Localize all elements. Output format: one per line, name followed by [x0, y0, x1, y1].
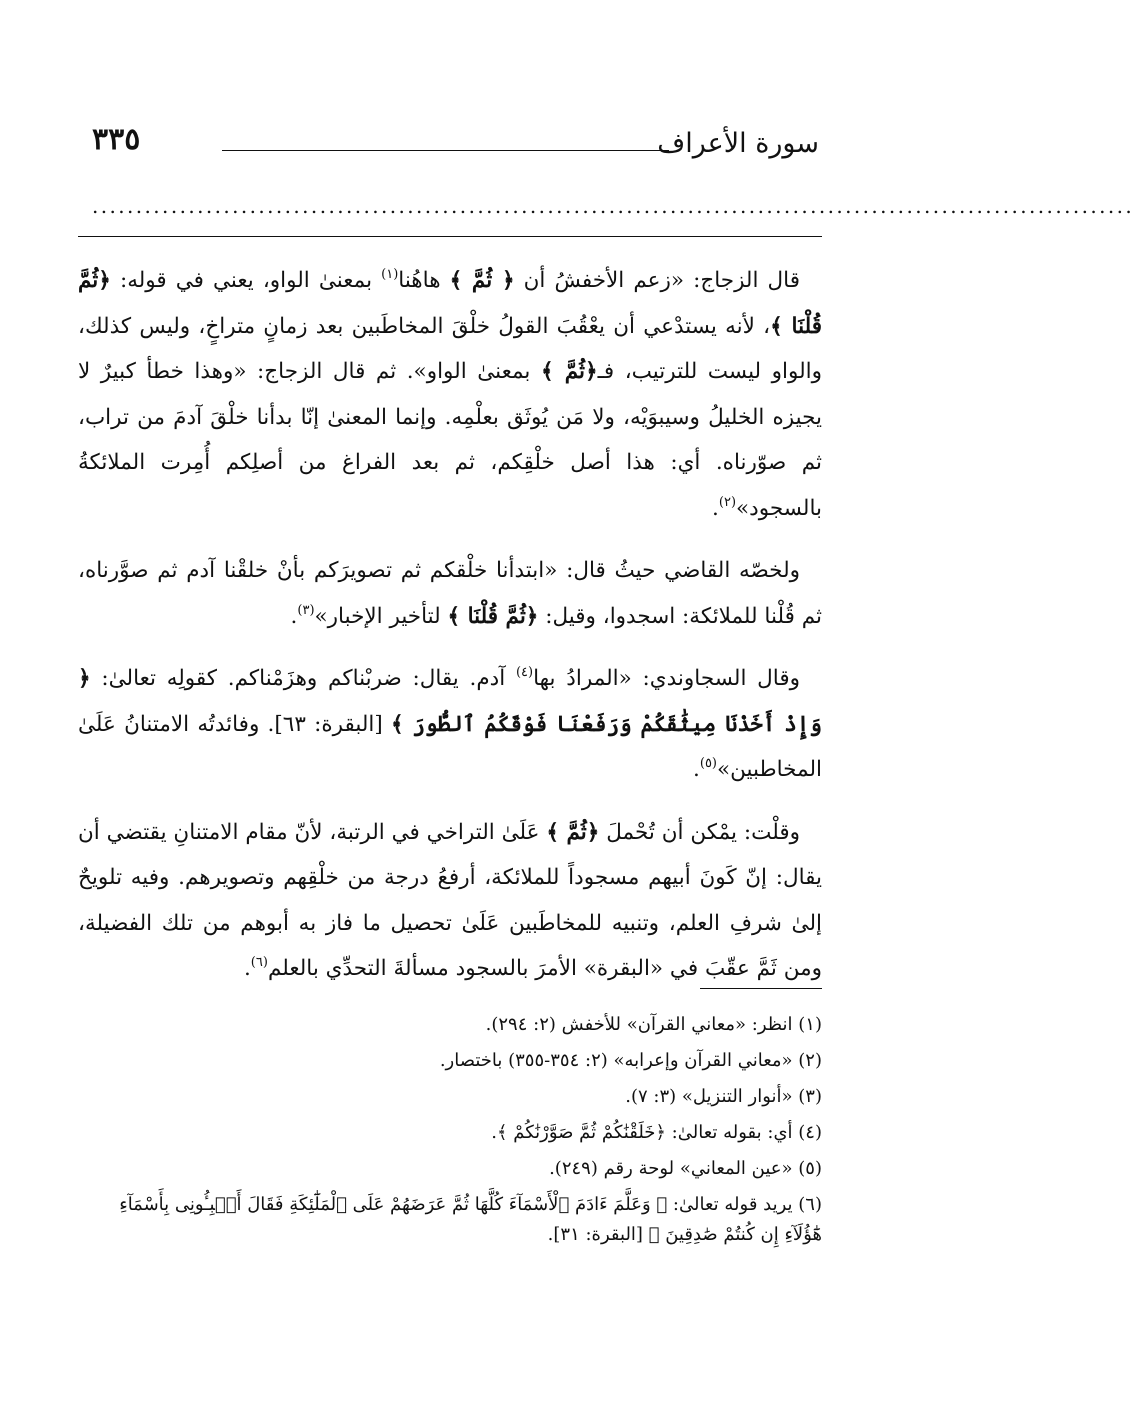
- text-run: ، لأنه يستدْعي أن يعْقُبَ القولُ خلْقَ المخاطَبين بعد زمانٍ متراخٍ، وليس كذلك، والواو ليست للترتيب، فـ: [78, 313, 822, 384]
- paragraph-1: [78, 258, 822, 531]
- quran-quote: ﴿ثُمَّ قُلْنَا ﴾: [447, 603, 539, 629]
- text-run: لتأخير الإخبار»: [314, 603, 448, 629]
- footnote-ref[interactable]: (٤): [515, 665, 534, 680]
- footnote-6: (٦) يريد قوله تعالىٰ: ﴿ وَعَلَّمَ ءَادَمَ ٱلْأَسْمَآءَ كُلَّهَا ثُمَّ عَرَضَهُمْ عَلَى ٱلْمَلَٰٓئِكَةِ فَقَالَ أَنۢبِـُٔونِى بِأَسْمَآءِ هَٰٓؤُلَآءِ إِن كُنتُمْ صَٰدِقِينَ ﴾ [البقرة: ٣١].: [119, 1194, 822, 1245]
- footnote-2: (٢) «معاني القرآن وإعرابه» (٢: ٣٥٤-٣٥٥) باختصار.: [439, 1050, 822, 1071]
- text-run: هاهُنا: [398, 268, 450, 293]
- quran-quote: ﴿ثُمَّ ﴾: [540, 359, 598, 384]
- text-run: .: [693, 757, 700, 782]
- surah-title: سورة الأعراف: [657, 128, 819, 159]
- dotted-separator: .......................................................................................................................: [92, 194, 1134, 218]
- paragraph-3: [78, 656, 822, 793]
- main-text: [78, 258, 822, 1009]
- header-rule: [222, 150, 669, 151]
- footnote-ref[interactable]: (٥): [699, 756, 717, 771]
- text-run: قال الزجاج: «زعم الأخفشُ أن: [514, 268, 800, 293]
- footnote-rule: [700, 988, 822, 989]
- text-run: وقلْت: يمْكن أن تُحْملَ: [599, 819, 800, 845]
- text-run: عَلَىٰ التراخي في الرتبة، لأنّ مقام الامتنانِ يقتضي أن يقال: إنّ كَونَ أبيهم مسجوداً للملائكة، أرفعُ درجة من خلْقِهم وتصويرهم. وفيه تلويحٌ إلىٰ شرفِ العلم، وتنبيه للمخاطَبين عَلَىٰ تحصيل ما فاز به أبوهم من تلك الفضيلة، ومن ثَمَّ عقّبَ في «البقرة» الأمرَ بالسجود مسألةَ التحدِّي بالعلم: [78, 819, 822, 981]
- paragraph-2: [78, 548, 822, 639]
- text-run: ولخصّه القاضي حيثُ قال: «ابتدأنا خلْقكم ثم تصويرَكم بأنْ خلقْنا آدم ثم صوَّرناه، ثم قُلْنا للملائكة: اسجدوا، وقيل:: [78, 558, 822, 629]
- text-run: .: [712, 495, 719, 521]
- footnote-ref[interactable]: (٦): [250, 955, 268, 970]
- quran-quote: ﴿ثُمَّ ﴾: [546, 819, 600, 845]
- text-run: .: [243, 956, 251, 981]
- text-run: آدم. يقال: ضربْناكم وهزَمْناكم. كقولِه تعالىٰ:: [90, 666, 516, 691]
- text-run: بمعنىٰ الواو، يعني في قوله:: [110, 268, 382, 293]
- quran-quote: ﴿ثُمَّ قُلْنَا ﴾: [78, 268, 822, 339]
- footnote-ref[interactable]: (٢): [718, 494, 737, 510]
- quran-quote: ﴿ ثُمَّ ﴾: [449, 268, 515, 293]
- quran-quote: ﴿ وَإِذْ أَخَذْنَا مِيثَٰقَكُمْ وَرَفَعْنَا فَوْقَكُمُ ٱلطُّورَ ﴾: [78, 666, 822, 737]
- text-run: بمعنىٰ الواو». ثم قال الزجاج: «وهذا خطأ كبيرٌ لا يجيزه الخليلُ وسيبوَيْه، ولا مَن يُوثَق بعلْمِه. وإنما المعنىٰ إنّا بدأنا خلْقَ آدمَ من تراب، ثم صوّرناه. أي: هذا أصل خلْقِكم، ثم بعد الفراغ من أصلِكم أُمِرت الملائكةُ بالسجود»: [78, 359, 822, 521]
- footnote-5: (٥) «عين المعاني» لوحة رقم (٢٤٩).: [549, 1158, 822, 1179]
- footnote-4: (٤) أي: بقوله تعالىٰ: ﴿خَلَقْنَٰكُمْ ثُمَّ صَوَّرْنَٰكُمْ ﴾.: [491, 1122, 822, 1143]
- running-header: [92, 120, 819, 170]
- paragraph-4: [78, 810, 822, 992]
- footnotes: [78, 1010, 822, 1256]
- text-run: .: [290, 603, 298, 629]
- text-run: وقال السجاوندي: «المرادُ بها: [533, 666, 800, 691]
- text-run: [البقرة: ٦٣]. وفائدتُه الامتنانُ عَلَىٰ المخاطبين»: [78, 711, 822, 782]
- footnote-ref[interactable]: (١): [381, 267, 399, 282]
- text-top-rule: [78, 236, 822, 237]
- footnote-1: (١) انظر: «معاني القرآن» للأخفش (٢: ٢٩٤).: [485, 1014, 822, 1035]
- page-number: ٣٣٥: [92, 122, 141, 157]
- footnote-ref[interactable]: (٣): [297, 602, 315, 618]
- footnote-3: (٣) «أنوار التنزيل» (٣: ٧).: [625, 1086, 822, 1107]
